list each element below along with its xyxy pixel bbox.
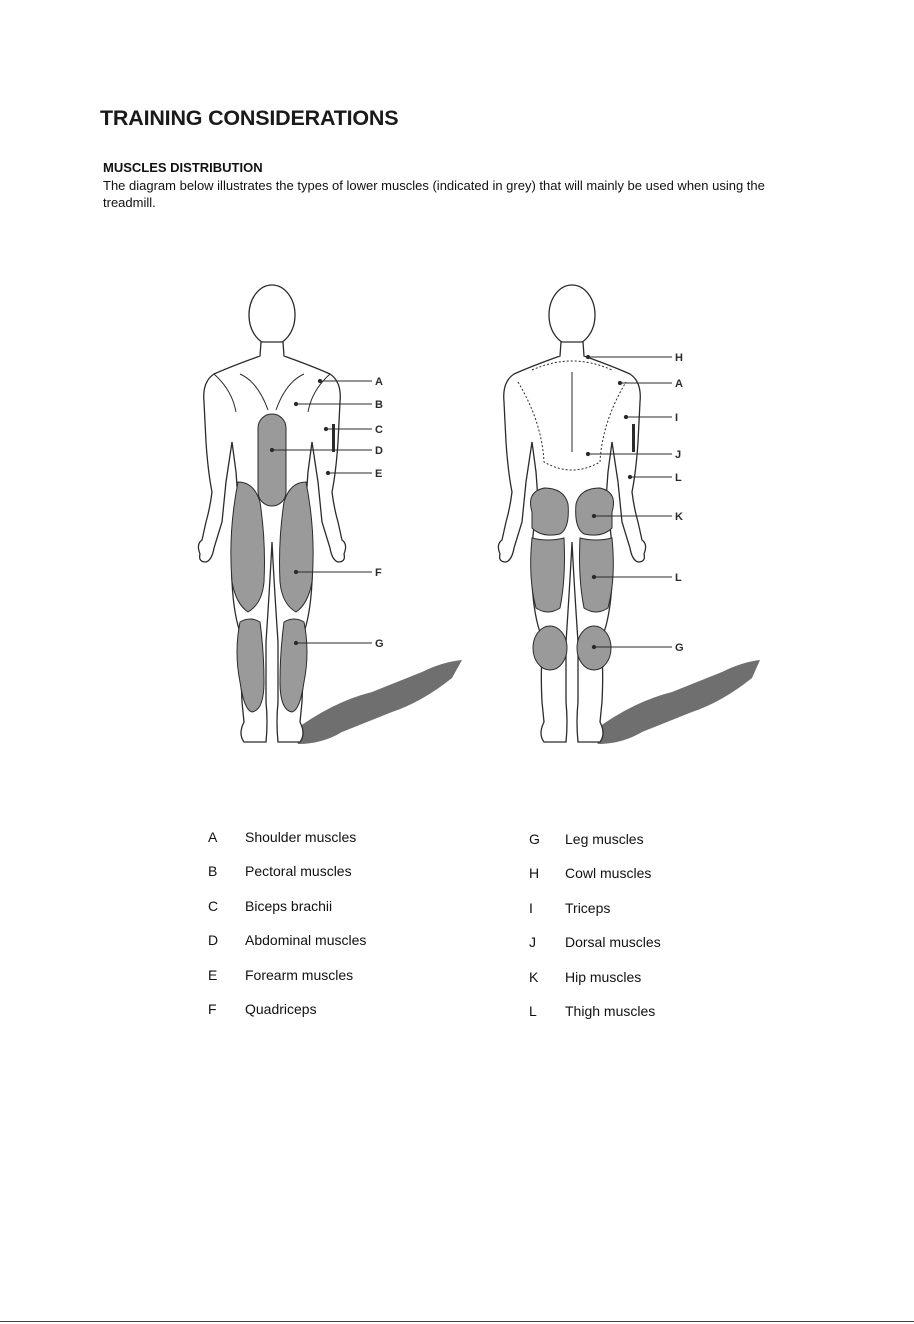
callout-back-l-upper: L bbox=[675, 472, 682, 484]
legend-left bbox=[208, 829, 366, 1035]
back-hip-right bbox=[576, 488, 614, 535]
legend-item bbox=[529, 865, 661, 899]
callout-back-l: L bbox=[675, 572, 682, 584]
legend-item bbox=[529, 831, 661, 865]
callout-front-f: F bbox=[375, 567, 382, 579]
callout-back-g: G bbox=[675, 642, 684, 654]
legend-letter: F bbox=[208, 1000, 217, 1017]
callout-front-e: E bbox=[375, 468, 383, 480]
legend-letter: D bbox=[208, 932, 219, 949]
legend-label: Pectoral muscles bbox=[245, 863, 352, 880]
front-figure bbox=[198, 285, 462, 744]
legend-letter: L bbox=[529, 1002, 537, 1019]
legend-item bbox=[208, 1001, 366, 1035]
section-description: The diagram below illustrates the types of lower muscles (indicated in grey) that will mainly be used when using the treadmill. bbox=[103, 178, 765, 210]
back-hip-left bbox=[531, 488, 569, 535]
legend-label: Forearm muscles bbox=[245, 966, 354, 983]
legend-item bbox=[529, 934, 661, 968]
callout-back-h: H bbox=[675, 352, 683, 364]
callout-back-i: I bbox=[675, 412, 679, 424]
legend-label: Hip muscles bbox=[565, 968, 642, 985]
legend-letter: K bbox=[529, 968, 539, 985]
legend-letter: J bbox=[529, 934, 536, 951]
front-leg-right bbox=[280, 619, 307, 712]
legend-item bbox=[529, 900, 661, 934]
legend-item bbox=[208, 863, 366, 897]
legend-letter: B bbox=[208, 863, 218, 880]
back-thigh-right bbox=[580, 538, 614, 612]
legend-item bbox=[208, 932, 366, 966]
back-thigh-left bbox=[531, 538, 565, 612]
callout-back-a: A bbox=[675, 378, 683, 390]
back-callout-labels bbox=[675, 352, 684, 654]
legend-letter: E bbox=[208, 966, 218, 983]
callout-front-g: G bbox=[375, 638, 384, 650]
front-callout-labels bbox=[375, 376, 384, 650]
back-figure bbox=[498, 285, 760, 744]
page-title: TRAINING CONSIDERATIONS bbox=[100, 106, 399, 130]
legend-label: Dorsal muscles bbox=[565, 934, 661, 951]
section-heading: MUSCLES DISTRIBUTION bbox=[103, 160, 263, 175]
legend-label: Cowl muscles bbox=[565, 865, 652, 882]
back-shadow bbox=[592, 660, 760, 744]
legend-item bbox=[208, 967, 366, 1001]
legend-label: Leg muscles bbox=[565, 831, 644, 847]
legend-letter: I bbox=[529, 899, 533, 916]
legend-label: Abdominal muscles bbox=[245, 932, 367, 949]
legend-right bbox=[529, 831, 661, 1037]
front-shadow bbox=[292, 660, 462, 744]
legend-letter: G bbox=[529, 831, 540, 847]
legend-label: Biceps brachii bbox=[245, 897, 333, 914]
bottom-divider bbox=[0, 1321, 914, 1322]
legend-letter: H bbox=[529, 865, 540, 882]
callout-front-a: A bbox=[375, 376, 383, 388]
callout-front-d: D bbox=[375, 445, 383, 457]
front-leg-left bbox=[237, 619, 264, 712]
front-abdominal-highlight bbox=[258, 414, 286, 506]
front-quadriceps-left bbox=[231, 482, 265, 612]
front-quadriceps-right bbox=[280, 482, 314, 612]
callout-front-b: B bbox=[375, 399, 383, 411]
legend-label: Triceps bbox=[565, 899, 611, 916]
legend-label: Quadriceps bbox=[245, 1000, 317, 1017]
back-calf-left bbox=[533, 626, 567, 670]
callout-front-c: C bbox=[375, 424, 383, 436]
legend-item bbox=[208, 829, 366, 863]
callout-back-k: K bbox=[675, 511, 683, 523]
legend-item bbox=[529, 1003, 661, 1037]
callout-back-j: J bbox=[675, 449, 682, 461]
legend-item bbox=[208, 898, 366, 932]
legend-label: Thigh muscles bbox=[565, 1002, 656, 1019]
legend-label: Shoulder muscles bbox=[245, 829, 357, 845]
legend-letter: A bbox=[208, 829, 218, 845]
legend-letter: C bbox=[208, 897, 219, 914]
legend-item bbox=[529, 969, 661, 1003]
